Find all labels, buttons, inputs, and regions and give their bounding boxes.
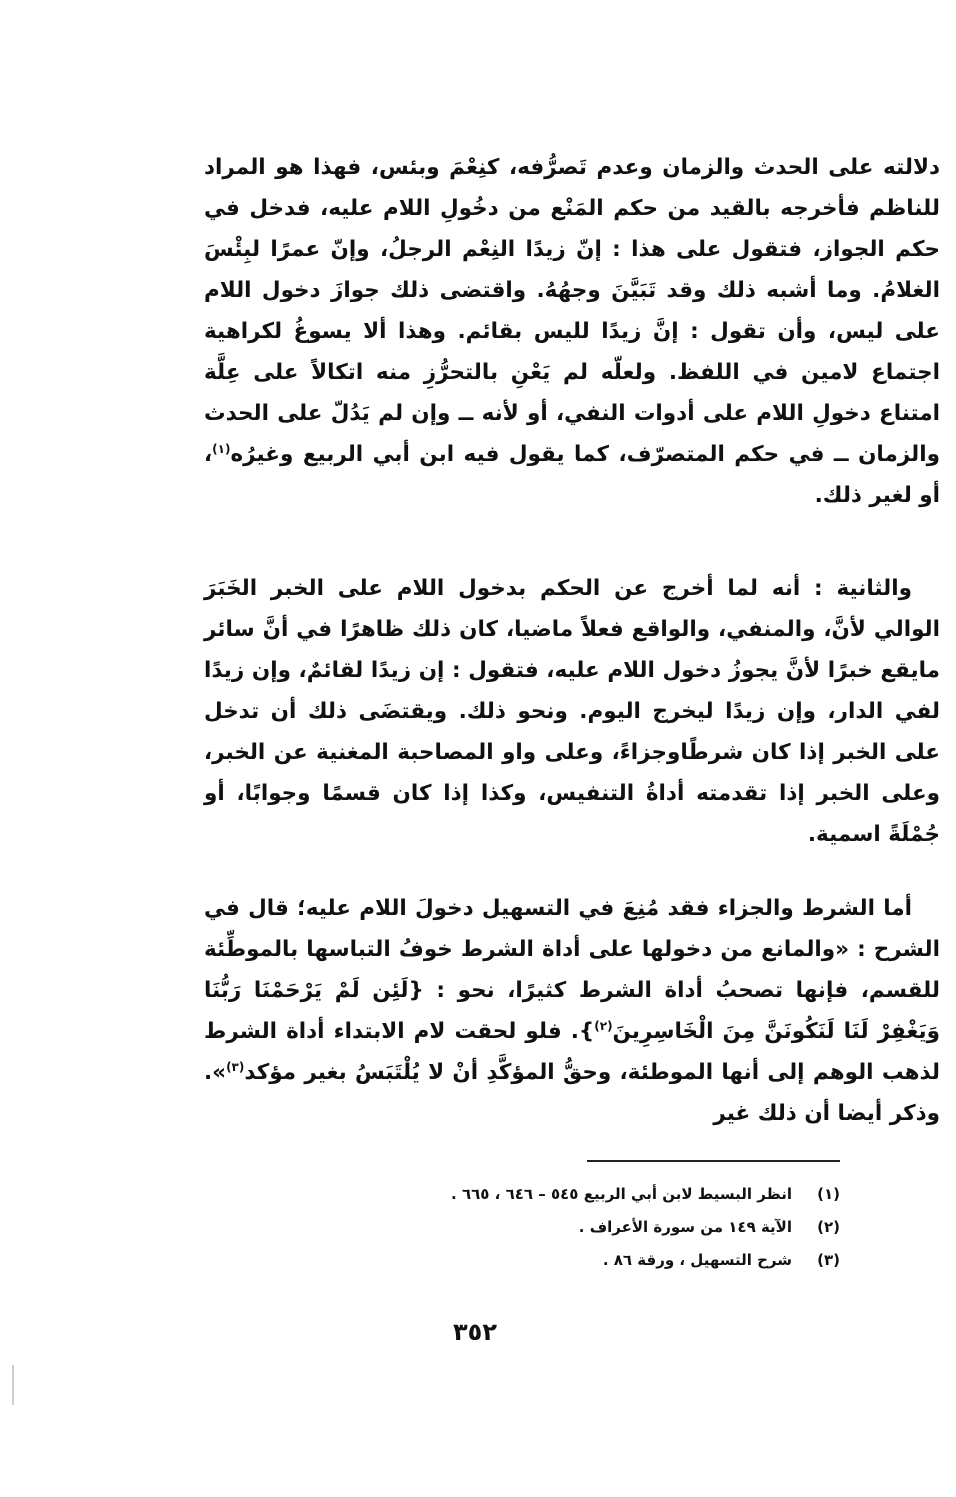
footnote-3 bbox=[300, 1244, 840, 1277]
footnote-2-number: (٢) bbox=[817, 1218, 840, 1236]
footnote-1-number: (١) bbox=[817, 1185, 840, 1203]
footnote-2 bbox=[300, 1211, 840, 1244]
paragraph-1 bbox=[204, 147, 940, 516]
footnote-1 bbox=[300, 1178, 840, 1211]
footnote-2-text: الآية ١٤٩ من سورة الأعراف . bbox=[578, 1218, 792, 1236]
footnote-ref-2[interactable]: (٢) bbox=[594, 1018, 613, 1033]
page-number: ٣٥٢ bbox=[453, 1318, 497, 1346]
paragraph-2 bbox=[204, 568, 940, 855]
paragraph-1-text: دلالته على الحدث والزمان وعدم تَصرُّفه، كنِعْمَ وبئس، فهذا هو المراد للناظم فأخرجه بالقيد من حكم المَنْع من دخُولِ اللام عليه، فدخل في حكم الجواز، فتقول على هذا : إنّ زيدًا النِعْم الرجلُ، وإنّ عمرًا لبِئْسَ الغلامُ. وما أشبه ذلك وقد تَبَيَّنَ وجهُهُ. واقتضى ذلك جوازَ دخول اللام على ليس، وأن تقول : إنَّ زيدًا لليس بقائم. وهذا ألا يسوغُ لكراهية اجتماع لامين في اللفظ. ولعلّه لم يَعْنِ بالتحرُّزِ منه اتكالاً على عِلَّة امتناع دخولِ اللام على أدوات النفي، أو لأنه ــ وإن لم يَدُلّ على الحدث والزمان ــ في حكم المتصرّف، كما يقول فيه ابن أبي الربيع وغيرُه bbox=[204, 155, 940, 467]
footnote-divider bbox=[587, 1160, 840, 1162]
footnote-ref-1[interactable]: (١) bbox=[212, 441, 231, 456]
paragraph-3-middle: }. فلو لحقت لام الابتداء أداة الشرط لذهب الوهم إلى أنها الموطئة، وحقُّ المؤكَّدِ أنْ لا يُلْتَبَسُ بغير مؤكد bbox=[204, 1019, 940, 1085]
paragraph-3-tail: ». وذكر أيضا أن ذلك غير bbox=[204, 1060, 940, 1126]
footnotes bbox=[300, 1178, 840, 1277]
paragraph-1-tail: ، أو لغير ذلك. bbox=[204, 442, 940, 508]
scan-mark bbox=[12, 1365, 14, 1405]
paragraph-2-text: والثانية : أنه لما أخرج عن الحكم بدخول اللام على الخبر الخَبَرَ الوالي لأنَّ، والمنفي، والواقع فعلاً ماضيا، كان ذلك ظاهرًا في أنَّ سائر مايقع خبرًا لأنَّ يجوزُ دخول اللام عليه، فتقول : إن زيدًا لقائمٌ، وإن زيدًا لفي الدار، وإن زيدًا ليخرج اليوم. ونحو ذلك. ويقتضَى ذلك أن تدخل على الخبر إذا كان شرطًاوجزاءً، وعلى واو المصاحبة المغنية عن الخبر، وعلى الخبر إذا تقدمته أداةُ التنفيس، وكذا إذا كان قسمًا وجوابًا، أو جُمْلَةً اسمية. bbox=[204, 576, 940, 847]
footnote-1-text: انظر البسيط لابن أبي الربيع ٥٤٥ – ٦٤٦ ، ٦٦٥ . bbox=[451, 1185, 792, 1203]
paragraph-3 bbox=[204, 888, 940, 1134]
footnote-ref-3[interactable]: (٣) bbox=[226, 1059, 245, 1074]
footnote-3-text: شرح التسهيل ، ورقة ٨٦ . bbox=[602, 1251, 792, 1269]
paragraph-3-text: أما الشرط والجزاء فقد مُنِعَ في التسهيل دخولَ اللام عليه؛ قال في الشرح : «والمانع من دخولها على أداة الشرط خوفُ التباسها بالموطِّئة للقسم، فإنها تصحبُ أداة الشرط كثيرًا، نحو : {لَئِن لَمْ يَرْحَمْنَا رَبُّنَا وَيَغْفِرْ لَنَا لَنَكُونَنَّ مِنَ الْخَاسِرِينَ bbox=[204, 896, 940, 1044]
footnote-3-number: (٣) bbox=[817, 1251, 840, 1269]
